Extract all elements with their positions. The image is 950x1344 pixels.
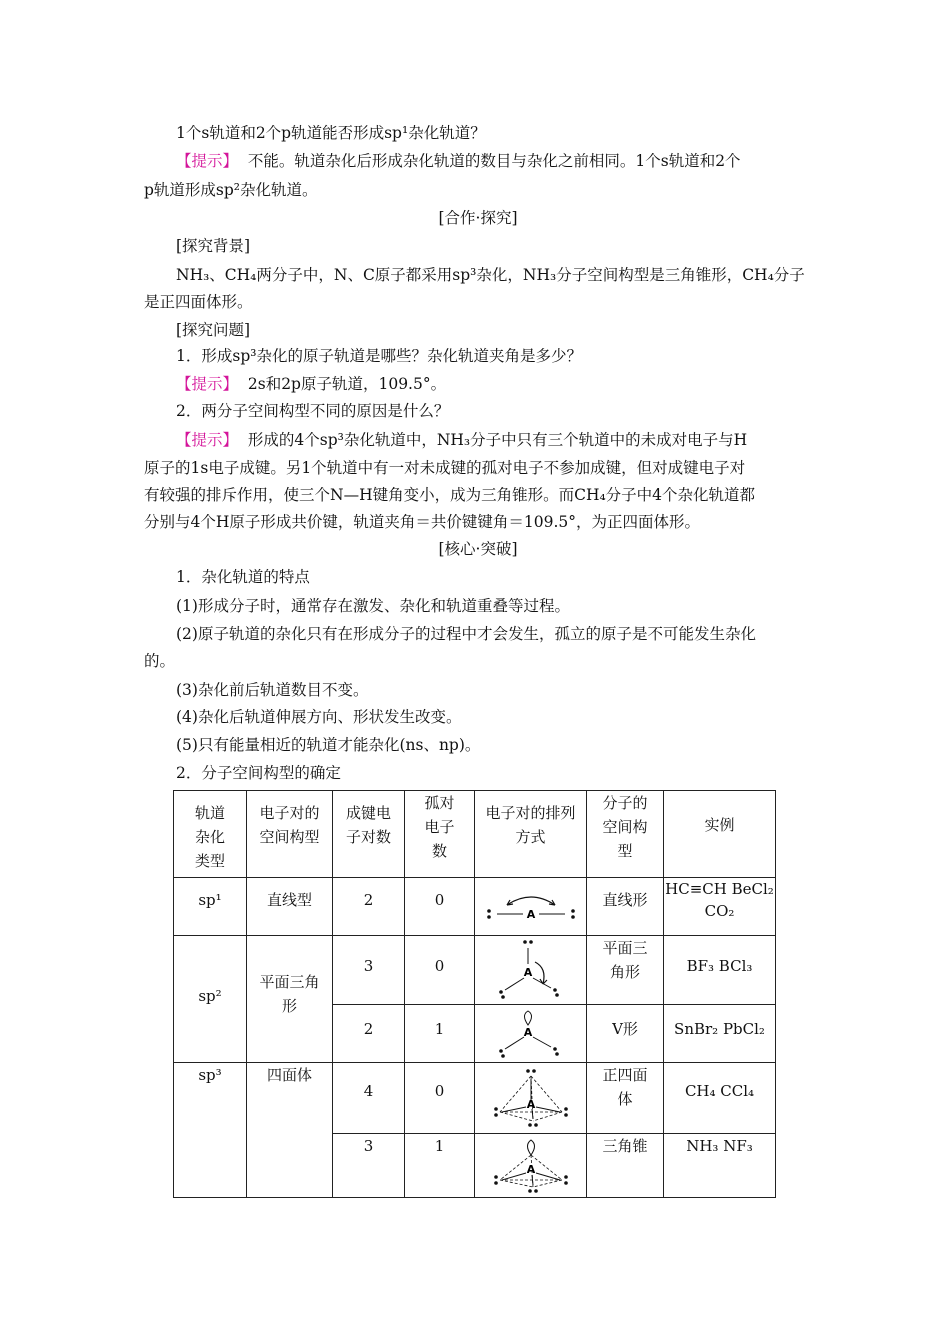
header-cell: 电子对的空间构型 bbox=[247, 791, 333, 878]
background-line-1: NH₃、CH₄两分子中，N、C原子都采用sp³杂化，NH₃分子空间构型是三角锥形，CH₄分子 bbox=[176, 266, 805, 284]
section-problems: [探究问题] bbox=[176, 321, 251, 339]
trigonal-planar-diagram bbox=[491, 938, 571, 1002]
central-atom-label: A bbox=[526, 1162, 535, 1176]
core-item: (5)只有能量相近的轨道才能杂化(ns、np)。 bbox=[176, 736, 481, 754]
molecular-shape-cell: V形 bbox=[587, 1005, 664, 1063]
tetrahedral-diagram-cell bbox=[475, 1063, 587, 1134]
example-cell: BF₃ BCl₃ bbox=[664, 936, 776, 1005]
core-item: 的。 bbox=[144, 652, 176, 670]
problem-2-hint bbox=[176, 430, 812, 450]
problem-1-hint bbox=[176, 374, 812, 394]
trigonal-diagram-cell bbox=[475, 936, 587, 1005]
lone-pairs-cell: 0 bbox=[405, 936, 475, 1005]
bonding-pairs-cell: 3 bbox=[333, 936, 405, 1005]
hint-label: 【提示】 bbox=[176, 152, 239, 170]
linear-diagram-cell bbox=[475, 878, 587, 936]
v-shape-diagram bbox=[491, 1009, 571, 1059]
header-cell: 电子对的排列方式 bbox=[475, 791, 587, 878]
lone-pairs-cell: 0 bbox=[405, 878, 475, 936]
central-atom-label: A bbox=[526, 1098, 535, 1111]
core-item: (3)杂化前后轨道数目不变。 bbox=[176, 681, 369, 699]
problem-2-answer-2: 原子的1s电子成键。另1个轨道中有一对未成键的孤对电子不参加成键，但对成键电子对 bbox=[144, 459, 746, 477]
hint-label: 【提示】 bbox=[176, 431, 239, 449]
hint-label: 【提示】 bbox=[176, 375, 239, 393]
central-atom-label: A bbox=[523, 1025, 532, 1039]
section-core: [核心·突破] bbox=[438, 540, 518, 558]
table-header-row bbox=[174, 791, 776, 878]
core-item: (4)杂化后轨道伸展方向、形状发生改变。 bbox=[176, 708, 462, 726]
molecular-shape-cell: 直线形 bbox=[587, 878, 664, 936]
molecular-shape-cell: 三角锥 bbox=[587, 1134, 664, 1198]
electron-geometry-cell: 四面体 bbox=[247, 1063, 333, 1198]
core-heading-1: 1．杂化轨道的特点 bbox=[176, 568, 310, 586]
problem-2-answer-4: 分别与4个H原子形成共价键，轨道夹角＝共价键键角＝109.5°，为正四面体形。 bbox=[144, 513, 701, 531]
central-atom-label: A bbox=[523, 966, 532, 979]
example-cell: SnBr₂ PbCl₂ bbox=[664, 1005, 776, 1063]
problem-2-answer-1: 形成的4个sp³杂化轨道中，NH₃分子中只有三个轨道中的未成对电子与H bbox=[247, 431, 748, 449]
tetrahedral-diagram bbox=[486, 1067, 576, 1129]
problem-2-answer-3: 有较强的排斥作用，使三个N—H键角变小，成为三角锥形。而CH₄分子中4个杂化轨道都 bbox=[144, 486, 756, 504]
example-cell: CH₄ CCl₄ bbox=[664, 1063, 776, 1134]
table-row bbox=[174, 1063, 776, 1134]
problem-1: 1．形成sp³杂化的原子轨道是哪些？杂化轨道夹角是多少？ bbox=[176, 347, 582, 365]
bonding-pairs-cell: 4 bbox=[333, 1063, 405, 1134]
bonding-pairs-cell: 2 bbox=[333, 1005, 405, 1063]
table-row bbox=[174, 878, 776, 936]
electron-geometry-cell: 平面三角形 bbox=[247, 936, 333, 1063]
header-cell: 实例 bbox=[664, 791, 776, 878]
trigonal-pyramidal-diagram bbox=[486, 1137, 576, 1195]
problem-1-answer: 2s和2p原子轨道，109.5°。 bbox=[247, 375, 447, 393]
table-row bbox=[174, 936, 776, 1005]
section-cooperation: [合作·探究] bbox=[438, 209, 518, 227]
hybridization-cell: sp³ bbox=[174, 1063, 247, 1198]
q1-answer-2: p轨道形成sp²杂化轨道。 bbox=[144, 181, 318, 199]
core-heading-2: 2．分子空间构型的确定 bbox=[176, 764, 341, 782]
q1-answer-1: 不能。轨道杂化后形成杂化轨道的数目与杂化之前相同。1个s轨道和2个 bbox=[247, 152, 741, 170]
hybridization-cell: sp¹ bbox=[174, 878, 247, 936]
molecular-shape-cell: 正四面体 bbox=[587, 1063, 664, 1134]
linear-arrangement-diagram bbox=[481, 887, 581, 927]
central-atom-label: A bbox=[526, 907, 535, 921]
example-cell: HC≡CH BeCl₂ CO₂ bbox=[664, 878, 776, 936]
background-line-2: 是正四面体形。 bbox=[144, 293, 253, 311]
hybridization-table bbox=[173, 790, 776, 1198]
core-item: (1)形成分子时，通常存在激发、杂化和轨道重叠等过程。 bbox=[176, 597, 570, 615]
bonding-pairs-cell: 2 bbox=[333, 878, 405, 936]
q1-hint-line bbox=[176, 151, 812, 171]
core-item: (2)原子轨道的杂化只有在形成分子的过程中才会发生，孤立的原子是不可能发生杂化 bbox=[176, 625, 756, 643]
v-shape-diagram-cell bbox=[475, 1005, 587, 1063]
header-cell: 孤对电子数 bbox=[405, 791, 475, 878]
section-background: [探究背景] bbox=[176, 237, 251, 255]
header-cell: 成键电子对数 bbox=[333, 791, 405, 878]
electron-geometry-cell: 直线型 bbox=[247, 878, 333, 936]
problem-2: 2．两分子空间构型不同的原因是什么？ bbox=[176, 402, 450, 420]
header-cell: 分子的空间构型 bbox=[587, 791, 664, 878]
hybridization-cell: sp² bbox=[174, 936, 247, 1063]
example-cell: NH₃ NF₃ bbox=[664, 1134, 776, 1198]
bonding-pairs-cell: 3 bbox=[333, 1134, 405, 1198]
header-cell: 轨道杂化类型 bbox=[174, 791, 247, 878]
lone-pairs-cell: 1 bbox=[405, 1134, 475, 1198]
q1-question: 1个s轨道和2个p轨道能否形成sp¹杂化轨道？ bbox=[176, 124, 486, 142]
pyramidal-diagram-cell bbox=[475, 1134, 587, 1198]
molecular-shape-cell: 平面三角形 bbox=[587, 936, 664, 1005]
lone-pairs-cell: 0 bbox=[405, 1063, 475, 1134]
lone-pairs-cell: 1 bbox=[405, 1005, 475, 1063]
